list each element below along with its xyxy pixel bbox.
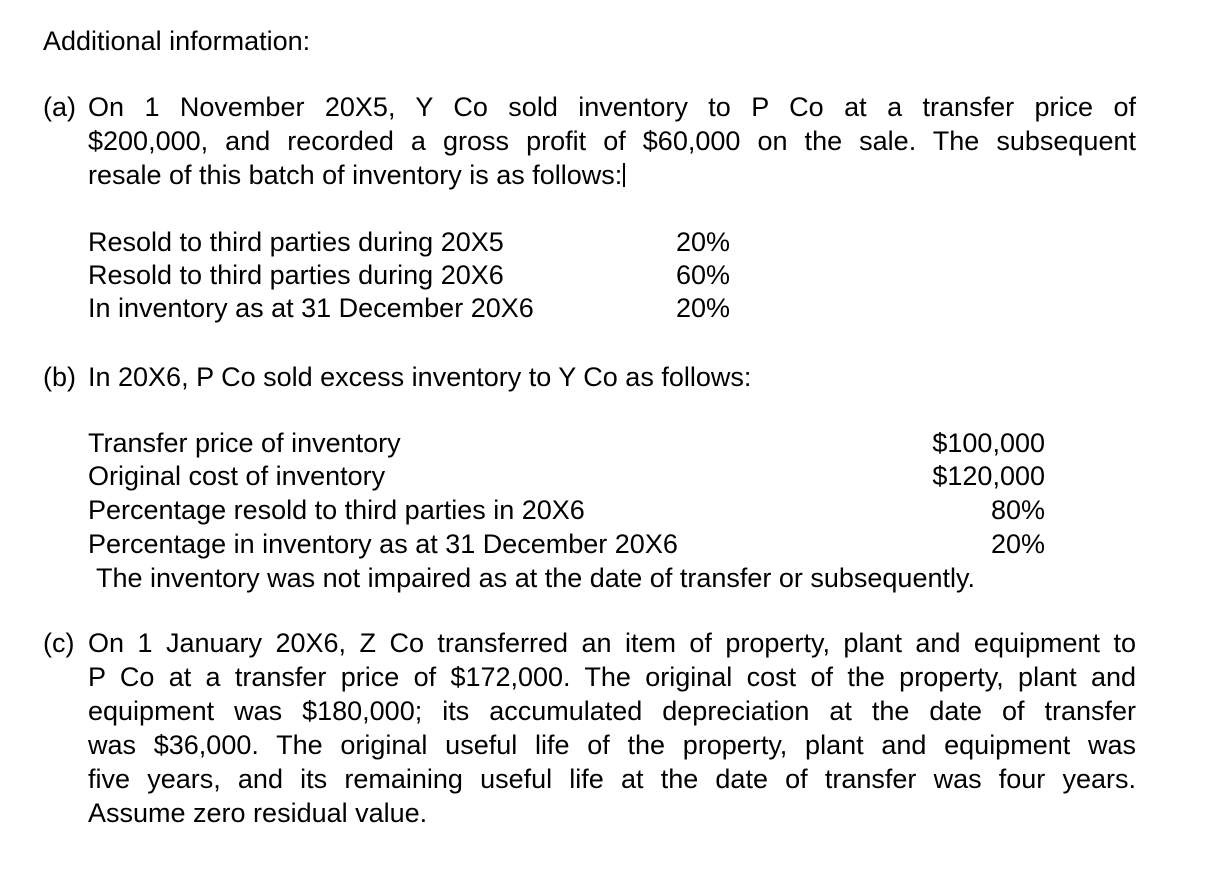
item-c-line-6: Assume zero residual value. bbox=[88, 798, 428, 828]
item-c-line-5: five years, and its remaining useful life at the date of transfer was four years. bbox=[88, 764, 1136, 794]
item-b-table-value: 20% bbox=[990, 529, 1045, 559]
item-b-note: The inventory was not impaired as at the date of transfer or subsequently. bbox=[96, 563, 975, 593]
item-a-marker: (a) bbox=[43, 92, 76, 122]
item-a-table-label: In inventory as at 31 December 20X6 bbox=[88, 293, 534, 323]
item-a-table-value: 20% bbox=[676, 293, 731, 323]
item-b-line-1: In 20X6, P Co sold excess inventory to Y Co as follows: bbox=[88, 362, 752, 392]
item-a-line-1: On 1 November 20X5, Y Co sold inventory to P Co at a transfer price of bbox=[88, 92, 1136, 122]
item-b-table-label: Original cost of inventory bbox=[88, 461, 386, 491]
item-c-line-2: P Co at a transfer price of $172,000. The original cost of the property, plant and bbox=[88, 662, 1136, 692]
item-a-table-value: 60% bbox=[676, 260, 731, 290]
item-a-line-3 bbox=[88, 162, 625, 189]
item-b-table-value: 80% bbox=[990, 495, 1045, 525]
text-cursor-icon bbox=[623, 163, 625, 187]
item-a-line-2: $200,000, and recorded a gross profit of $60,000 on the sale. The subsequent bbox=[88, 126, 1136, 156]
item-a-table-value: 20% bbox=[676, 227, 731, 257]
item-b-table-value: $100,000 bbox=[932, 428, 1045, 458]
section-heading: Additional information: bbox=[43, 26, 311, 56]
item-b-table-value: $120,000 bbox=[932, 461, 1045, 491]
item-b-table-label: Percentage resold to third parties in 20X6 bbox=[88, 495, 585, 525]
item-b-marker: (b) bbox=[43, 362, 76, 392]
item-c-marker: (c) bbox=[43, 628, 75, 658]
item-a-table-label: Resold to third parties during 20X5 bbox=[88, 227, 504, 257]
item-a-table-label: Resold to third parties during 20X6 bbox=[88, 260, 504, 290]
item-b-table-label: Transfer price of inventory bbox=[88, 428, 401, 458]
item-c-line-1: On 1 January 20X6, Z Co transferred an item of property, plant and equipment to bbox=[88, 628, 1136, 658]
item-c-line-4: was $36,000. The original useful life of the property, plant and equipment was bbox=[88, 730, 1136, 760]
item-b-table-label: Percentage in inventory as at 31 December 20X6 bbox=[88, 529, 678, 559]
item-a-line-3-text: resale of this batch of inventory is as follows: bbox=[88, 160, 623, 190]
item-c-line-3: equipment was $180,000; its accumulated depreciation at the date of transfer bbox=[88, 696, 1136, 726]
